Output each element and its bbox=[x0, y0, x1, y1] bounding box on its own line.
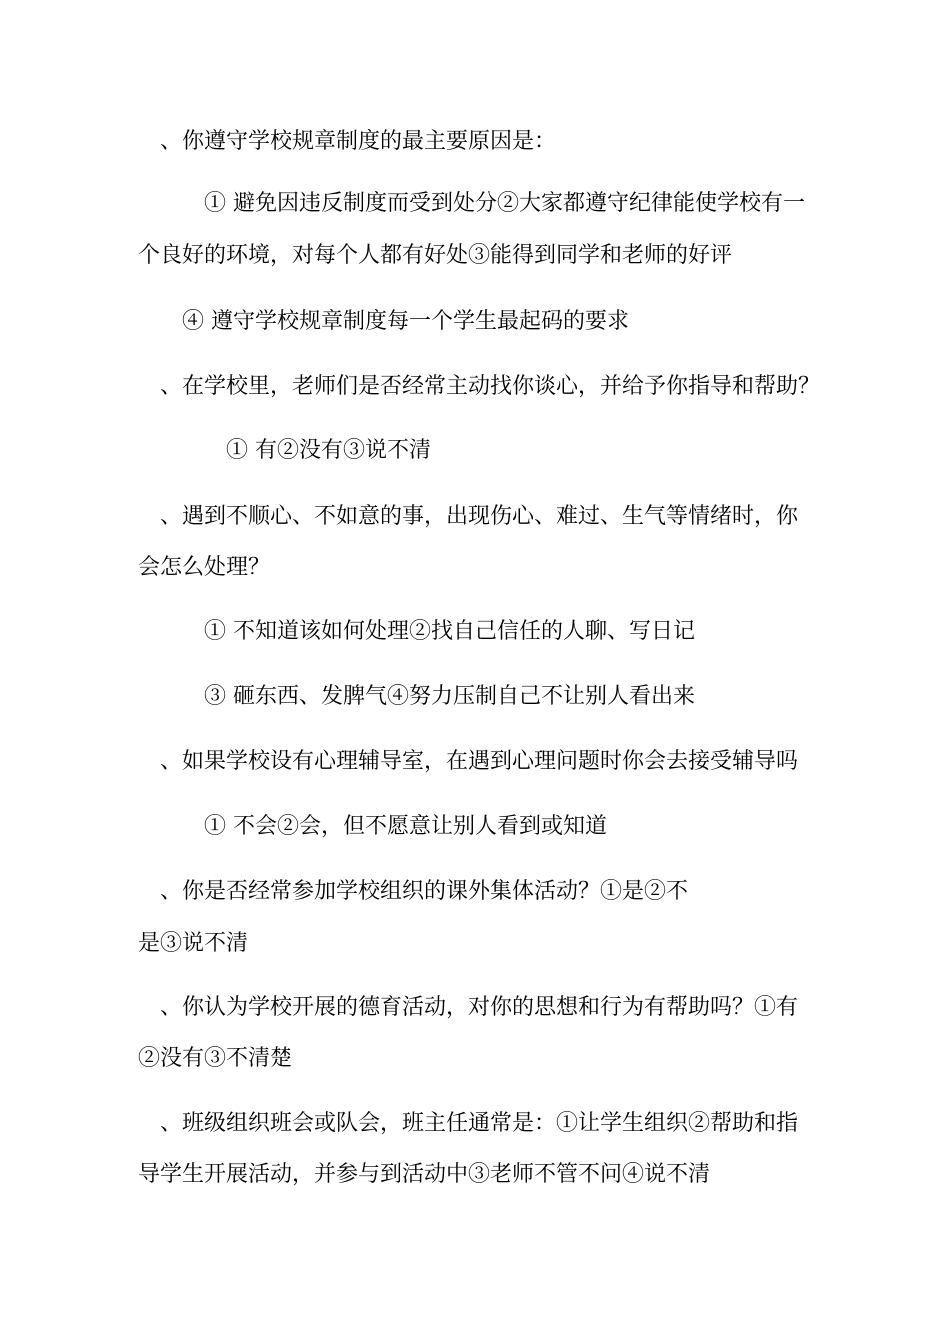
question-3-options-line-2: ③ 砸东西、发脾气④努力压制自己不让别人看出来 bbox=[204, 684, 695, 709]
question-1: 、你遵守学校规章制度的最主要原因是： bbox=[160, 129, 557, 154]
question-1-options-line-1: ① 避免因违反制度而受到处分②大家都遵守纪律能使学校有一 bbox=[204, 191, 805, 216]
question-1-options-line-2: 个良好的环境，对每个人都有好处③能得到同学和老师的好评 bbox=[138, 243, 733, 268]
question-4-options: ① 不会②会，但不愿意让别人看到或知道 bbox=[204, 814, 607, 839]
question-3-line-2: 会怎么处理？ bbox=[138, 555, 271, 580]
question-7-line-2: 导学生开展活动，并参与到活动中③老师不管不问④说不清 bbox=[138, 1162, 711, 1187]
question-2: 、在学校里，老师们是否经常主动找你谈心，并给予你指导和帮助？ bbox=[160, 374, 821, 399]
question-2-options: ① 有②没有③说不清 bbox=[226, 438, 431, 463]
question-7-line-1: 、班级组织班会或队会，班主任通常是：①让学生组织②帮助和指 bbox=[160, 1111, 799, 1136]
question-1-option-4: ④ 遵守学校规章制度每一个学生最起码的要求 bbox=[182, 309, 629, 334]
question-5-line-2: 是③说不清 bbox=[138, 931, 249, 956]
question-4: 、如果学校设有心理辅导室，在遇到心理问题时你会去接受辅导吗 bbox=[160, 749, 799, 774]
question-5-line-1: 、你是否经常参加学校组织的课外集体活动？①是②不 bbox=[160, 879, 689, 904]
question-6-line-1: 、你认为学校开展的德育活动，对你的思想和行为有帮助吗？①有 bbox=[160, 995, 799, 1020]
question-3-line-1: 、遇到不顺心、不如意的事，出现伤心、难过、生气等情绪时，你 bbox=[160, 504, 799, 529]
question-3-options-line-1: ① 不知道该如何处理②找自己信任的人聊、写日记 bbox=[204, 619, 695, 644]
question-6-line-2: ②没有③不清楚 bbox=[138, 1046, 293, 1071]
